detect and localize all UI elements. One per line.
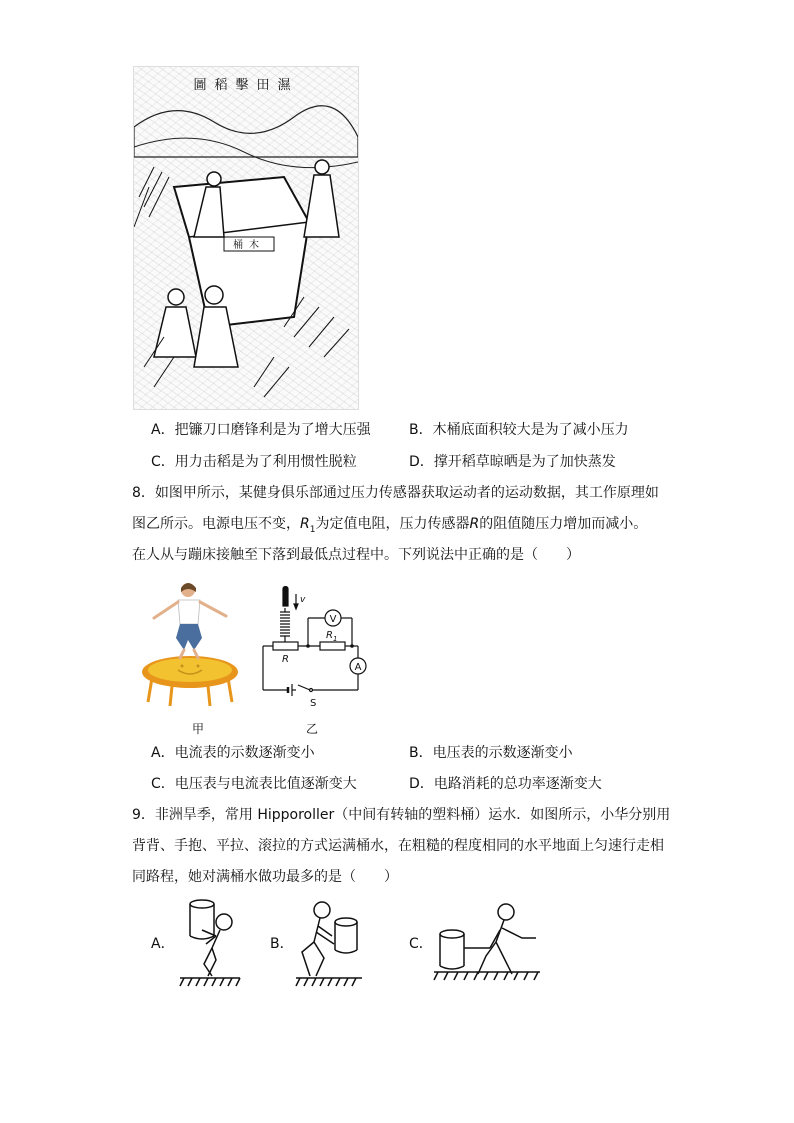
q8-option-b: B．电压表的示数逐渐变小 <box>409 745 573 761</box>
q8-r-symbol: R <box>469 516 480 532</box>
trampoline-svg <box>140 578 240 708</box>
q9-figure-b-hand-hold <box>294 900 364 988</box>
caption-yi: 乙 <box>306 722 319 736</box>
trampoline-jumper-figure <box>140 578 240 708</box>
r1-sub: 1 <box>332 635 338 643</box>
q8-option-c: C．电压表与电流表比值逐渐变大 <box>151 776 357 792</box>
circuit-svg <box>258 586 374 712</box>
q9-stem-line2: 背背、手抱、平拉、滚拉的方式运满桶水，在粗糙的程度相同的水平地面上匀速行走相 <box>132 838 664 854</box>
circuit-diagram <box>258 586 374 712</box>
woodcut-title: 圖稻擊田濕 <box>193 78 299 93</box>
q9-figure-a-back-carry <box>176 896 244 988</box>
q9-stem-line3: 同路程，她对满桶水做功最多的是（ ） <box>132 869 398 885</box>
q7-option-c: C．用力击稻是为了利用惯性脱粒 <box>151 454 357 470</box>
q8-line2-part-b: 为定值电阻，压力传感器 <box>315 516 470 532</box>
q8-stem-line1: 8．如图甲所示，某健身俱乐部通过压力传感器获取运动者的运动数据，其工作原理如 <box>132 485 659 501</box>
q9-stem-line1: 9．非洲旱季，常用 Hipporoller（中间有转轴的塑料桶）运水．如图所示，小华分别用 <box>132 807 671 823</box>
q7-option-a: A．把镰刀口磨锋利是为了增大压强 <box>151 422 371 438</box>
q8-line2-part-c: 的阻值随压力增加而减小。 <box>479 516 648 532</box>
switch-label: S <box>310 698 317 709</box>
caption-jia: 甲 <box>192 722 205 736</box>
q8-r1-symbol: R <box>300 516 310 532</box>
q9-fig-label-a: A． <box>151 936 175 952</box>
q8-stem-line3: 在人从与蹦床接触至下落到最低点过程中。下列说法中正确的是（ ） <box>132 547 580 563</box>
sensor-r-label: R <box>282 654 289 665</box>
threshing-woodcut-illustration <box>133 66 359 410</box>
r1-label <box>326 630 337 643</box>
q8-line2-part-a: 图乙所示。电源电压不变， <box>132 516 300 532</box>
woodcut-svg <box>134 67 358 409</box>
q9-figure-c-flat-pull <box>432 902 542 988</box>
q9-fig-label-c: C． <box>409 936 433 952</box>
voltmeter-label: V <box>329 614 337 625</box>
q7-option-d: D．撑开稻草晾晒是为了加快蒸发 <box>409 454 616 470</box>
r1-letter: R <box>326 630 333 641</box>
q8-r1-subscript: 1 <box>309 524 316 535</box>
ammeter-label: A <box>354 662 362 673</box>
q9-figure-c-svg <box>432 902 542 988</box>
q9-figure-a-svg <box>176 896 244 988</box>
q8-option-a: A．电流表的示数逐渐变小 <box>151 745 315 761</box>
q9-figure-b-svg <box>294 900 364 988</box>
q9-fig-label-b: B． <box>270 936 294 952</box>
velocity-label: v <box>300 595 306 605</box>
bucket-label: 桶木 <box>233 240 265 251</box>
q7-option-b: B．木桶底面积较大是为了减小压力 <box>409 422 629 438</box>
q8-option-d: D．电路消耗的总功率逐渐变大 <box>409 776 602 792</box>
q8-stem-line2 <box>132 514 647 540</box>
